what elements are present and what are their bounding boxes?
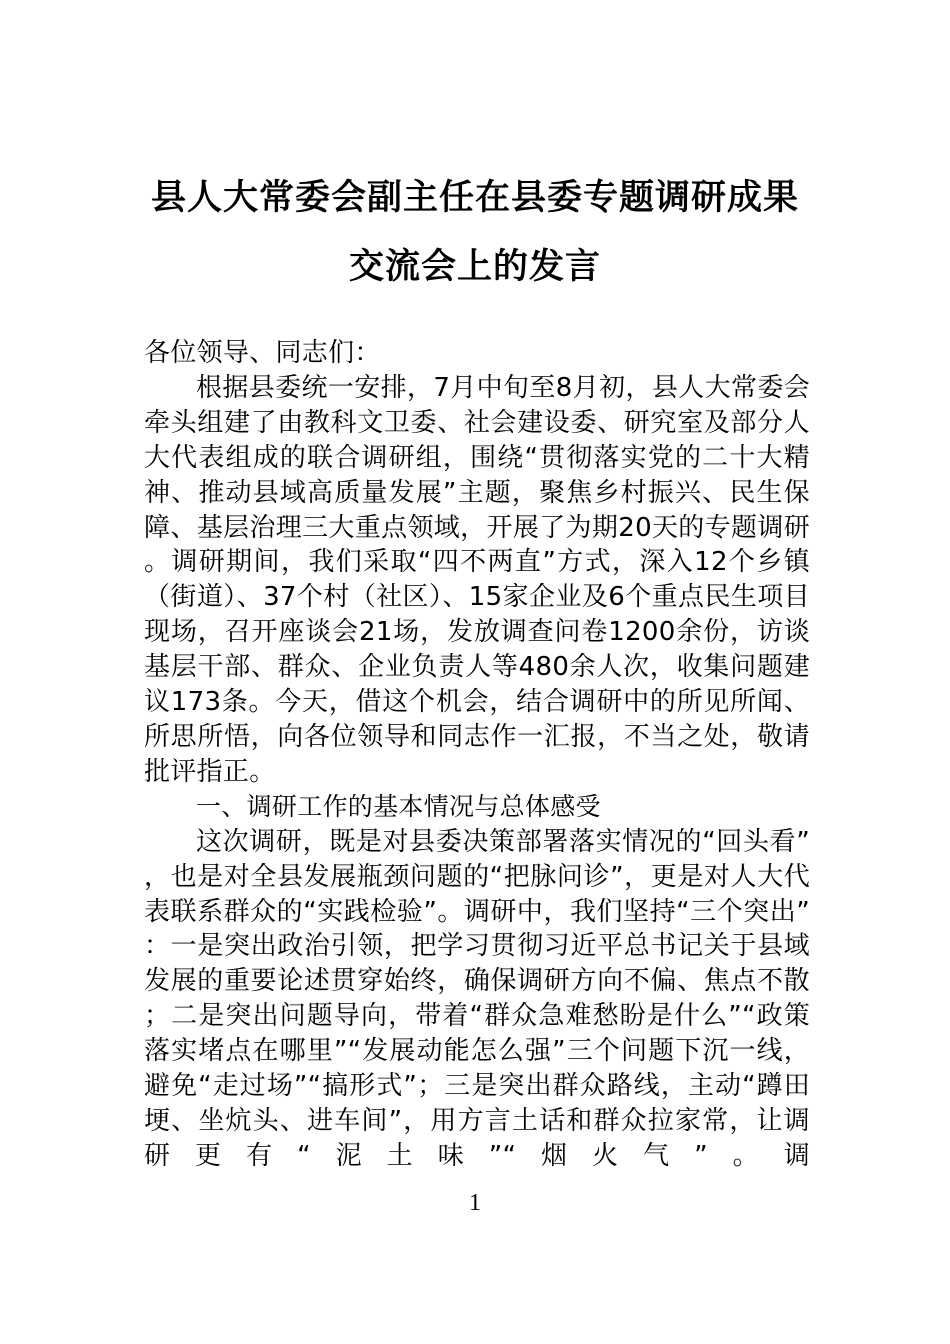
document-title-line-1: 县人大常委会副主任在县委专题调研成果 [150, 178, 799, 218]
paragraph-intro: 根据县委统一安排，7月中旬至8月初，县人大常委会牵头组建了由教科文卫委、社会建设委、研究室及部分人大代表组成的联合调研组，围绕“贯彻落实党的二十大精神、推动县域高质量发展”主题，聚焦乡村振兴、民生保障、基层治理三大重点领域，开展了为期20天的专题调研。调研期间，我们采取“四不两直”方式，深入12个乡镇（街道）、37个村（社区）、15家企业及6个重点民生项目现场，召开座谈会21场，发放调查问卷1200余份，访谈基层干部、群众、企业负责人等480余人次，收集问题建议173条。今天，借这个机会，结合调研中的所见所闻、所思所悟，向各位领导和同志作一汇报，不当之处，敬请批评指正。 [144, 372, 810, 787]
paragraph-research-overview: 这次调研，既是对县委决策部署落实情况的“回头看”，也是对全县发展瓶颈问题的“把脉问诊”，更是对人大代表联系群众的“实践检验”。调研中，我们坚持“三个突出”：一是突出政治引领，把学习贯彻习近平总书记关于县域发展的重要论述贯穿始终，确保调研方向不偏、焦点不散；二是突出问题导向，带着“群众急难愁盼是什么”“政策落实堵点在哪里”“发展动能怎么强”三个问题下沉一线，避免“走过场”“搞形式”；三是突出群众路线，主动“蹲田埂、坐炕头、进车间”，用方言土话和群众拉家常，让调研更有“泥土味”“烟火气”。调 [144, 826, 810, 1171]
section-heading: 一、调研工作的基本情况与总体感受 [196, 791, 601, 821]
page-number: 1 [469, 1190, 481, 1216]
salutation: 各位领导、同志们： [144, 338, 381, 368]
document-body [144, 336, 810, 1174]
document-title-line-2: 交流会上的发言 [348, 247, 601, 287]
